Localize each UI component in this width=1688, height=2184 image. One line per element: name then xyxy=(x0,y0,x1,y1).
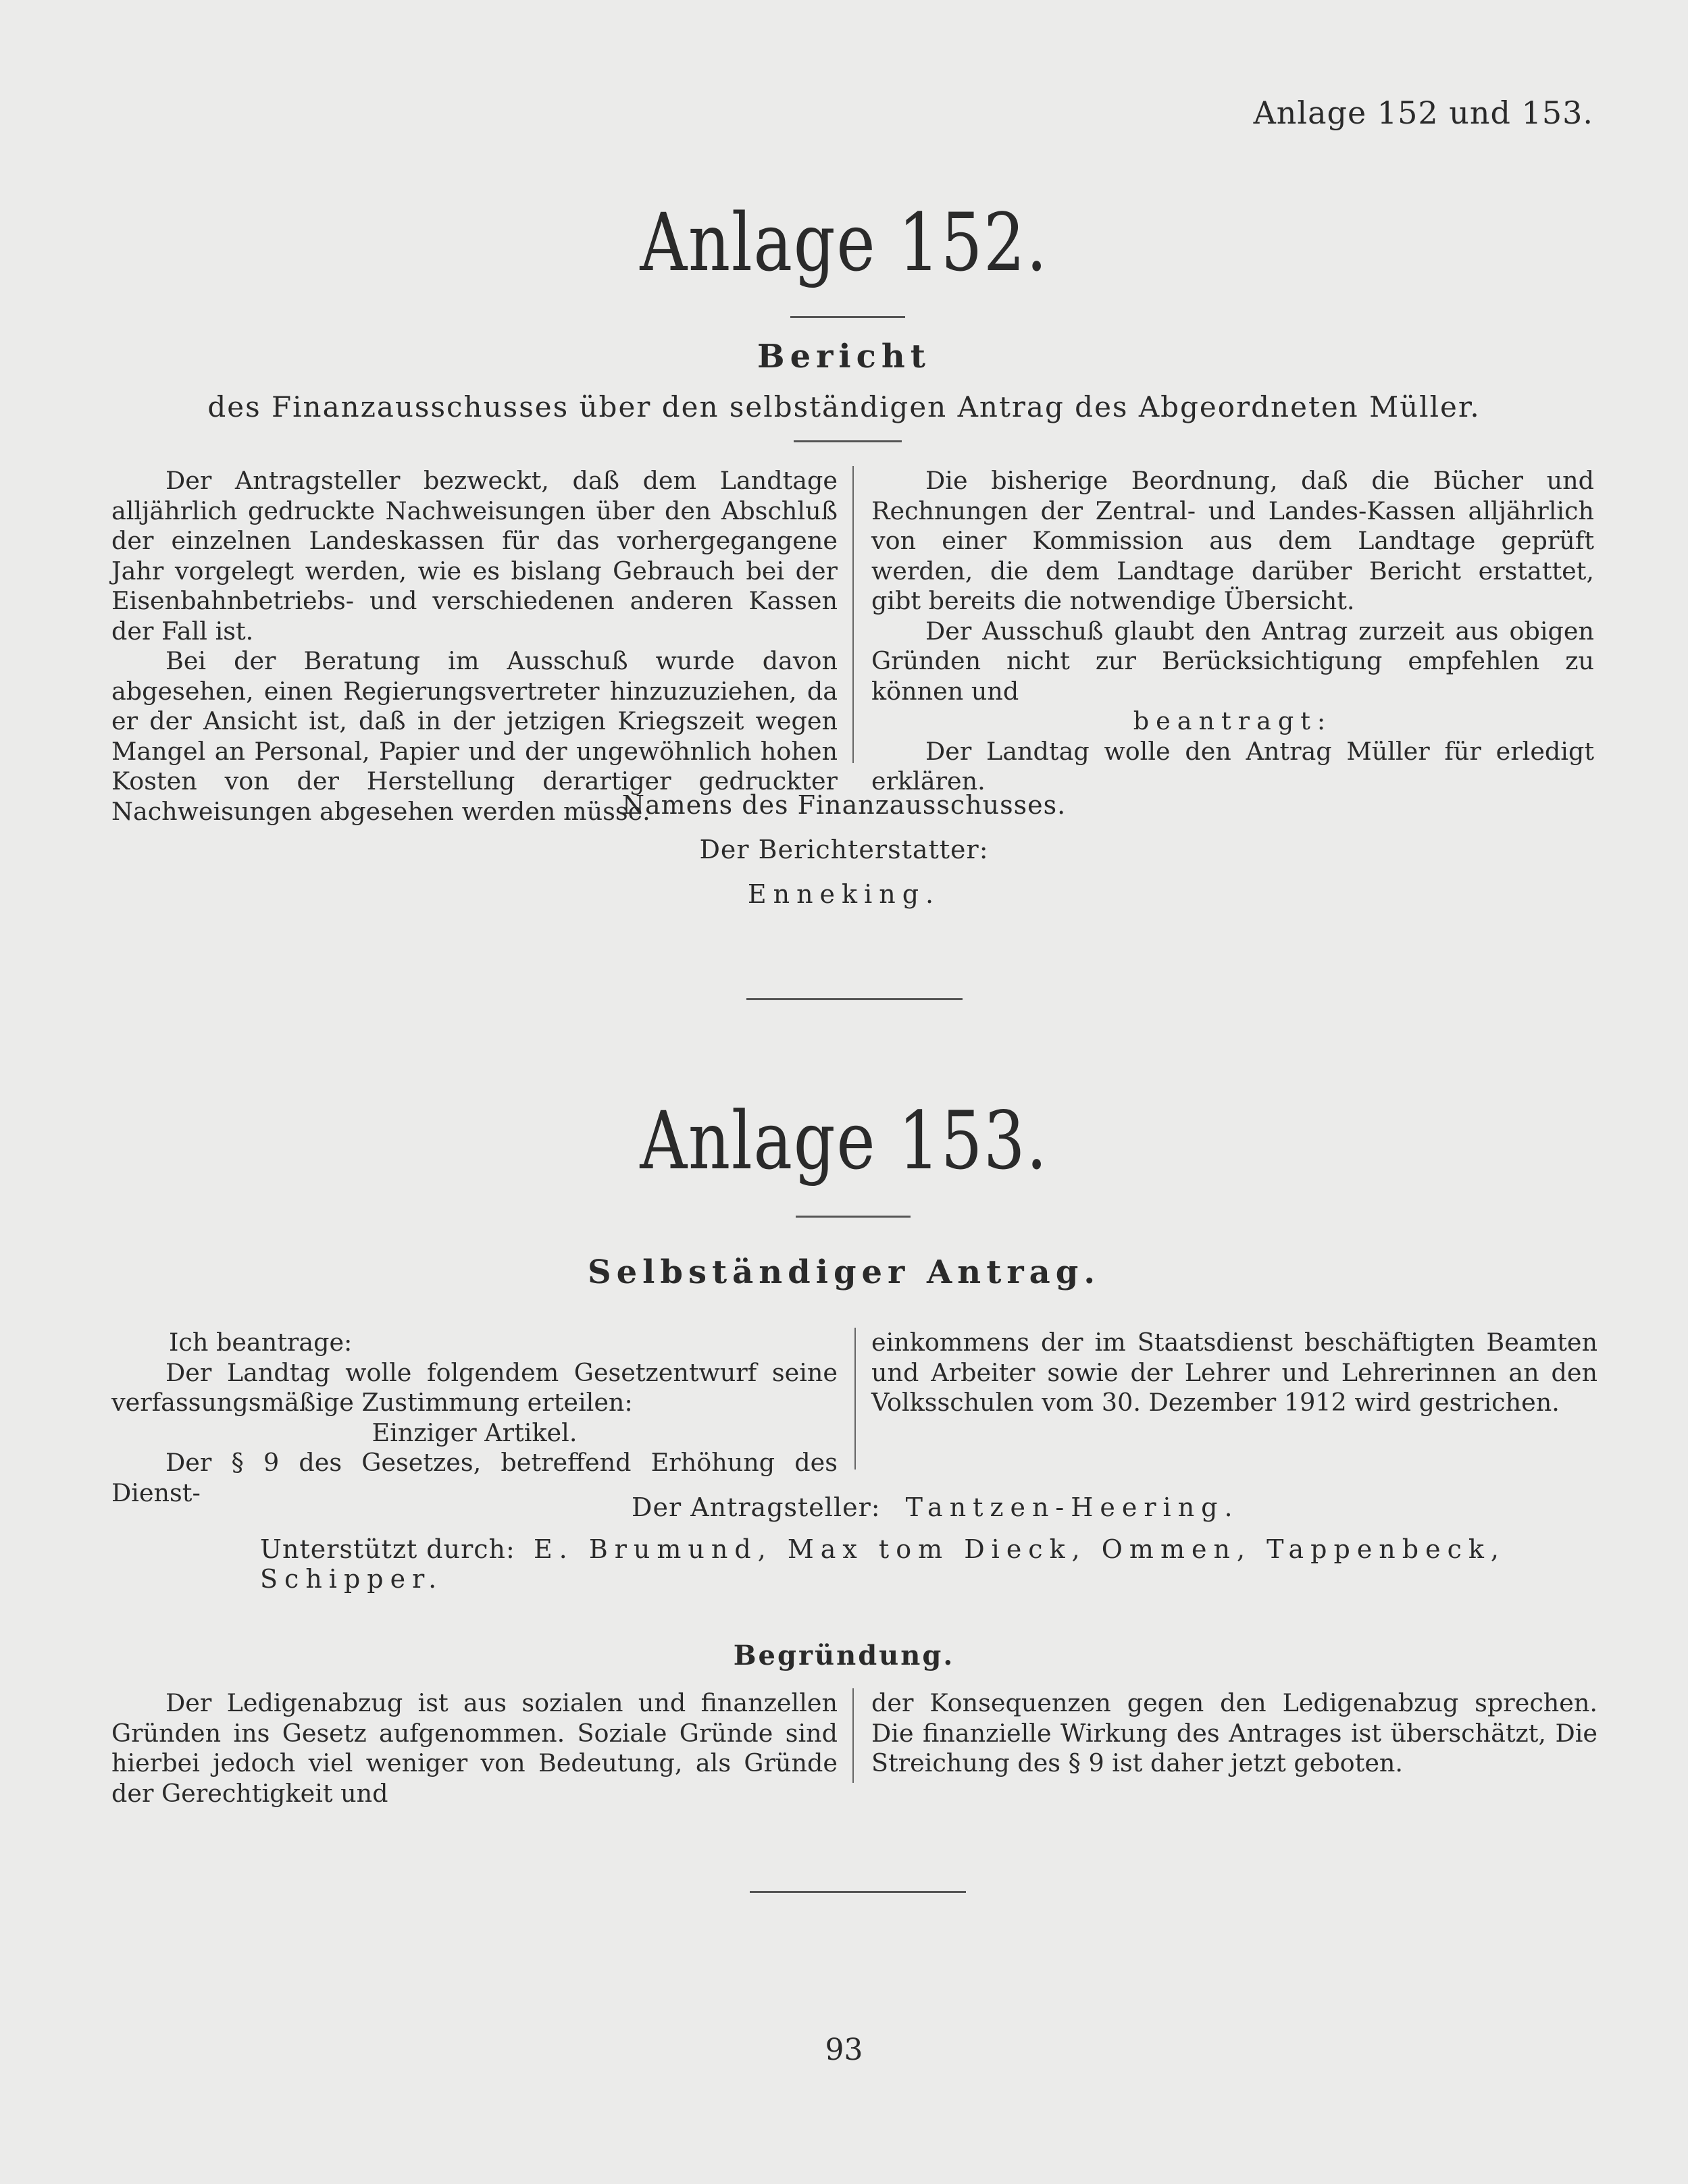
a152-signature-line-1: Namens des Finanzausschusses. xyxy=(621,790,1067,820)
a153-begruendung-heading: Begründung. xyxy=(733,1640,955,1671)
a153-begruendung-divider xyxy=(852,1688,854,1783)
a153-antragsteller-line xyxy=(632,1492,1239,1522)
a153-begruendung-right-para: der Konsequenzen gegen den Ledigenabzug sprechen. Die finanzielle Wirkung des Antrages ist überschätzt, Die Streichung des § 9 ist daher jetzt geboten. xyxy=(871,1688,1597,1777)
end-separator xyxy=(750,1891,966,1893)
a152-conclusion: Der Landtag wolle den Antrag Müller für erledigt erklären. xyxy=(871,736,1594,796)
a152-title-rule xyxy=(790,316,905,318)
a153-title: Anlage 153. xyxy=(640,1094,1048,1187)
a153-column-divider xyxy=(854,1328,856,1470)
a153-left-para-2: Der § 9 des Gesetzes, betreffend Erhöhung des Dienst- xyxy=(111,1448,838,1507)
section-separator xyxy=(746,998,963,1000)
a152-right-para-1: Die bisherige Beordnung, daß die Bücher und Rechnungen der Zentral- und Landes-Kassen alljährlich von einer Kommission aus dem Landtage geprüft werden, die dem Landtage darüber Bericht erstattet, gibt bereits die notwendige Übersicht. xyxy=(871,466,1594,615)
a153-heading: Selbständiger Antrag. xyxy=(587,1253,1101,1291)
a153-left-column xyxy=(111,1328,838,1508)
a152-title-wrap xyxy=(0,196,1688,289)
a152-subheading-rule xyxy=(794,440,902,442)
a153-unterstuetzt-names: E. Brumund, Max tom Dieck, Ommen, Tappenbeck, Schipper. xyxy=(260,1534,1506,1594)
a152-right-column xyxy=(871,466,1594,797)
a153-right-column xyxy=(871,1328,1597,1418)
a153-right-para: einkommens der im Staatsdienst beschäftigten Beamten und Arbeiter sowie der Lehrer und Lehrerinnen an den Volksschulen vom 30. Dezember 1912 wird gestrichen. xyxy=(871,1328,1597,1417)
a153-unterstuetzt-label: Unterstützt durch: xyxy=(260,1534,515,1564)
a153-unterstuetzt-line xyxy=(260,1534,1688,1594)
a153-title-wrap xyxy=(0,1094,1688,1187)
a153-begruendung-left-para: Der Ledigenabzug ist aus sozialen und finanzellen Gründen ins Gesetz aufgenommen. Soziale Gründe sind hierbei jedoch viel weniger von Bedeutung, als Gründe der Gerechtigkeit und xyxy=(111,1688,838,1808)
a152-left-column xyxy=(111,466,838,827)
a153-artikel: Einziger Artikel. xyxy=(372,1418,578,1447)
a152-heading: Bericht xyxy=(757,338,931,375)
a153-title-rule xyxy=(796,1216,911,1218)
page-number: 93 xyxy=(825,2033,863,2067)
a152-column-divider xyxy=(852,466,854,763)
a153-antragsteller-label: Der Antragsteller: xyxy=(632,1492,881,1522)
a152-signature-name: Enneking. xyxy=(747,879,941,909)
a152-left-para-2: Bei der Beratung im Ausschuß wurde davon abgesehen, einen Regierungsvertreter hinzuzuziehen, da er der Ansicht ist, daß in der jetzigen Kriegszeit wegen Mangel an Personal, Papier und der ungewöhnlich hohen Kosten von der Herstellung derartiger gedruckter Nachweisungen abgesehen werden müsse. xyxy=(111,646,838,826)
a152-beantragt: beantragt: xyxy=(1133,706,1333,735)
a153-begruendung-right xyxy=(871,1688,1597,1779)
running-head: Anlage 152 und 153. xyxy=(1253,95,1593,131)
a153-left-line-1: Ich beantrage: xyxy=(169,1328,353,1357)
a153-antragsteller-name: Tantzen-Heering. xyxy=(905,1492,1239,1522)
a153-left-para: Der Landtag wolle folgendem Gesetzentwurf seine verfassungsmäßige Zustimmung erteilen: xyxy=(111,1357,838,1417)
a152-title: Anlage 152. xyxy=(640,196,1048,289)
a152-right-para-2: Der Ausschuß glaubt den Antrag zurzeit aus obigen Gründen nicht zur Berücksichtigung empfehlen zu können und xyxy=(871,616,1594,706)
a152-signature-line-2: Der Berichterstatter: xyxy=(699,835,989,864)
a153-begruendung-left xyxy=(111,1688,838,1809)
a152-left-para-1: Der Antragsteller bezweckt, daß dem Landtage alljährlich gedruckte Nachweisungen über den Abschluß der einzelnen Landeskassen für das vorhergegangene Jahr vorgelegt werden, wie es bislang Gebrauch bei der Eisenbahnbetriebs- und verschiedenen anderen Kassen der Fall ist. xyxy=(111,466,838,646)
a152-subheading: des Finanzausschusses über den selbständigen Antrag des Abgeordneten Müller. xyxy=(207,390,1481,423)
